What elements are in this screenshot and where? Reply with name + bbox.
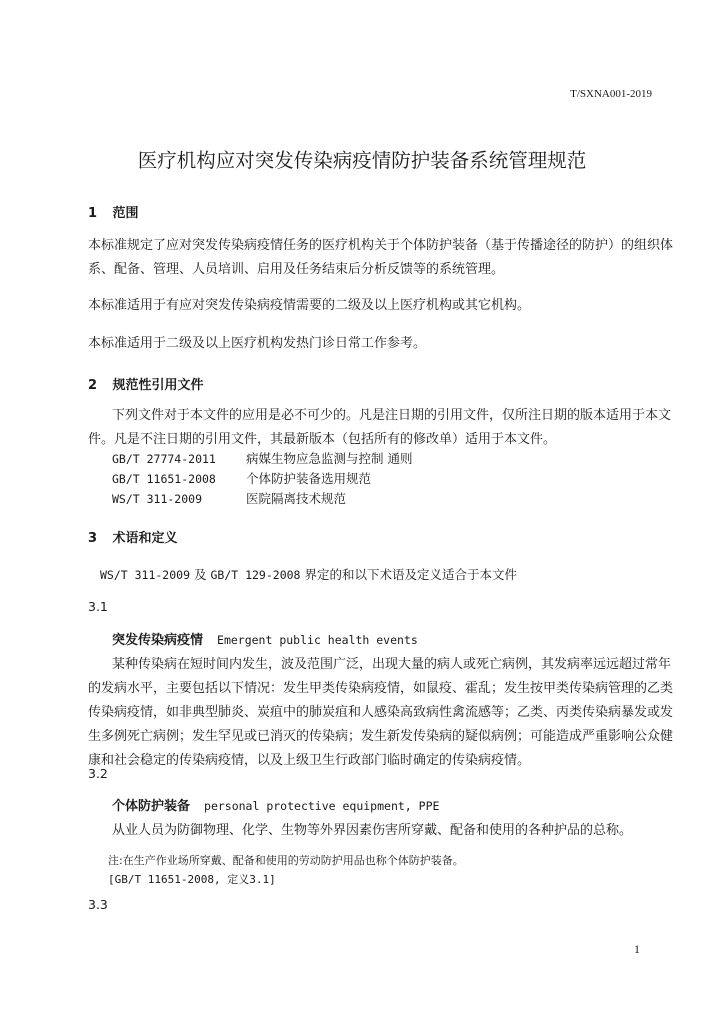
reference-code: WS/T 311-2009	[112, 492, 203, 506]
reference-name: 医院隔离技术规范	[246, 491, 347, 506]
term-heading	[112, 629, 418, 648]
term-source: [GB/T 11651-2008, 定义3.1]	[108, 873, 276, 886]
reference-row	[112, 489, 346, 507]
reference-code: GB/T 11651-2008	[112, 472, 216, 486]
term-number: 3.2	[88, 766, 108, 781]
text-line: 本标准适用于二级及以上医疗机构发热门诊日常工作参考。	[88, 336, 427, 351]
section-title: 规范性引用文件	[112, 378, 204, 393]
section-number: 3	[88, 531, 98, 546]
reference-code: GB/T 27774-2011	[112, 452, 216, 466]
section-number: 1	[88, 206, 98, 221]
references-intro	[88, 404, 672, 452]
scope-paragraph-3	[88, 332, 658, 356]
text-line: 的发病水平，主要包括以下情况：发生甲类传染病疫情，如鼠疫、霍乱；发生按甲类传染病管理的乙类	[88, 681, 674, 696]
intro-code: GB/T 129-2008	[210, 568, 301, 582]
intro-text: 及	[190, 567, 211, 582]
reference-row	[112, 449, 412, 467]
scope-paragraph-2	[88, 294, 658, 318]
text-line: 某种传染病在短时间内发生，波及范围广泛，出现大量的病人或死亡病例，其发病率远远超过常年	[112, 657, 672, 672]
text-line: 本标准规定了应对突发传染病疫情任务的医疗机构关于个体防护装备（基于传播途径的防护）的组织体	[88, 238, 674, 253]
text-line: 康和社会稳定的传染病疫情，以及上级卫生行政部门临时确定的传染病疫情。	[88, 753, 531, 768]
reference-name: 病媒生物应急监测与控制 通则	[246, 451, 413, 466]
page-title: 医疗机构应对突发传染病疫情防护装备系统管理规范	[137, 149, 587, 172]
term-definition	[88, 819, 658, 843]
term-chinese: 个体防护装备	[112, 799, 191, 814]
text-line: 本标准适用于有应对突发传染病疫情需要的二级及以上医疗机构或其它机构。	[88, 298, 531, 313]
text-line: 传染病疫情，如非典型肺炎、炭疽中的肺炭疽和人感染高致病性禽流感等；乙类、丙类传染病暴发或发	[88, 705, 674, 720]
intro-text: 界定的和以下术语及定义适合于本文件	[300, 567, 517, 582]
term-note: 注:在生产作业场所穿戴、配备和使用的劳动防护用品也称个体防护装备。	[108, 854, 464, 867]
page-number: 1	[634, 942, 640, 956]
term-heading	[112, 795, 439, 814]
text-line: 下列文件对于本文件的应用是必不可少的。凡是注日期的引用文件，仅所注日期的版本适用于本文	[112, 408, 672, 423]
term-english: personal protective equipment, PPE	[204, 799, 440, 813]
intro-code: WS/T 311-2009	[100, 568, 191, 582]
text-line: 件。凡是不注日期的引用文件，其最新版本（包括所有的修改单）适用于本文件。	[88, 432, 557, 447]
text-line: 系、配备、管理、人员培训、启用及任务结束后分析反馈等的系统管理。	[88, 262, 505, 277]
scope-paragraph-1	[88, 234, 674, 282]
term-chinese: 突发传染病疫情	[112, 633, 204, 648]
term-definition	[88, 653, 674, 773]
text-line: 生多例死亡病例；发生罕见或已消灭的传染病；发生新发传染病的疑似病例；可能造成严重影响公众健	[88, 729, 674, 744]
reference-row	[112, 469, 371, 487]
terms-intro	[100, 565, 517, 583]
section-number: 2	[88, 378, 98, 393]
term-number: 3.1	[88, 599, 108, 614]
section-2-heading	[88, 374, 204, 393]
text-line: 从业人员为防御物理、化学、生物等外界因素伤害所穿戴、配备和使用的各种护品的总称。	[112, 823, 633, 838]
term-number: 3.3	[88, 897, 108, 912]
reference-name: 个体防护装备选用规范	[246, 471, 372, 486]
term-english: Emergent public health events	[217, 633, 418, 647]
section-3-heading	[88, 527, 178, 546]
section-1-heading	[88, 202, 139, 221]
section-title: 术语和定义	[112, 531, 178, 546]
standard-code: T/SXNA001-2019	[570, 88, 652, 100]
section-title: 范围	[112, 206, 139, 221]
